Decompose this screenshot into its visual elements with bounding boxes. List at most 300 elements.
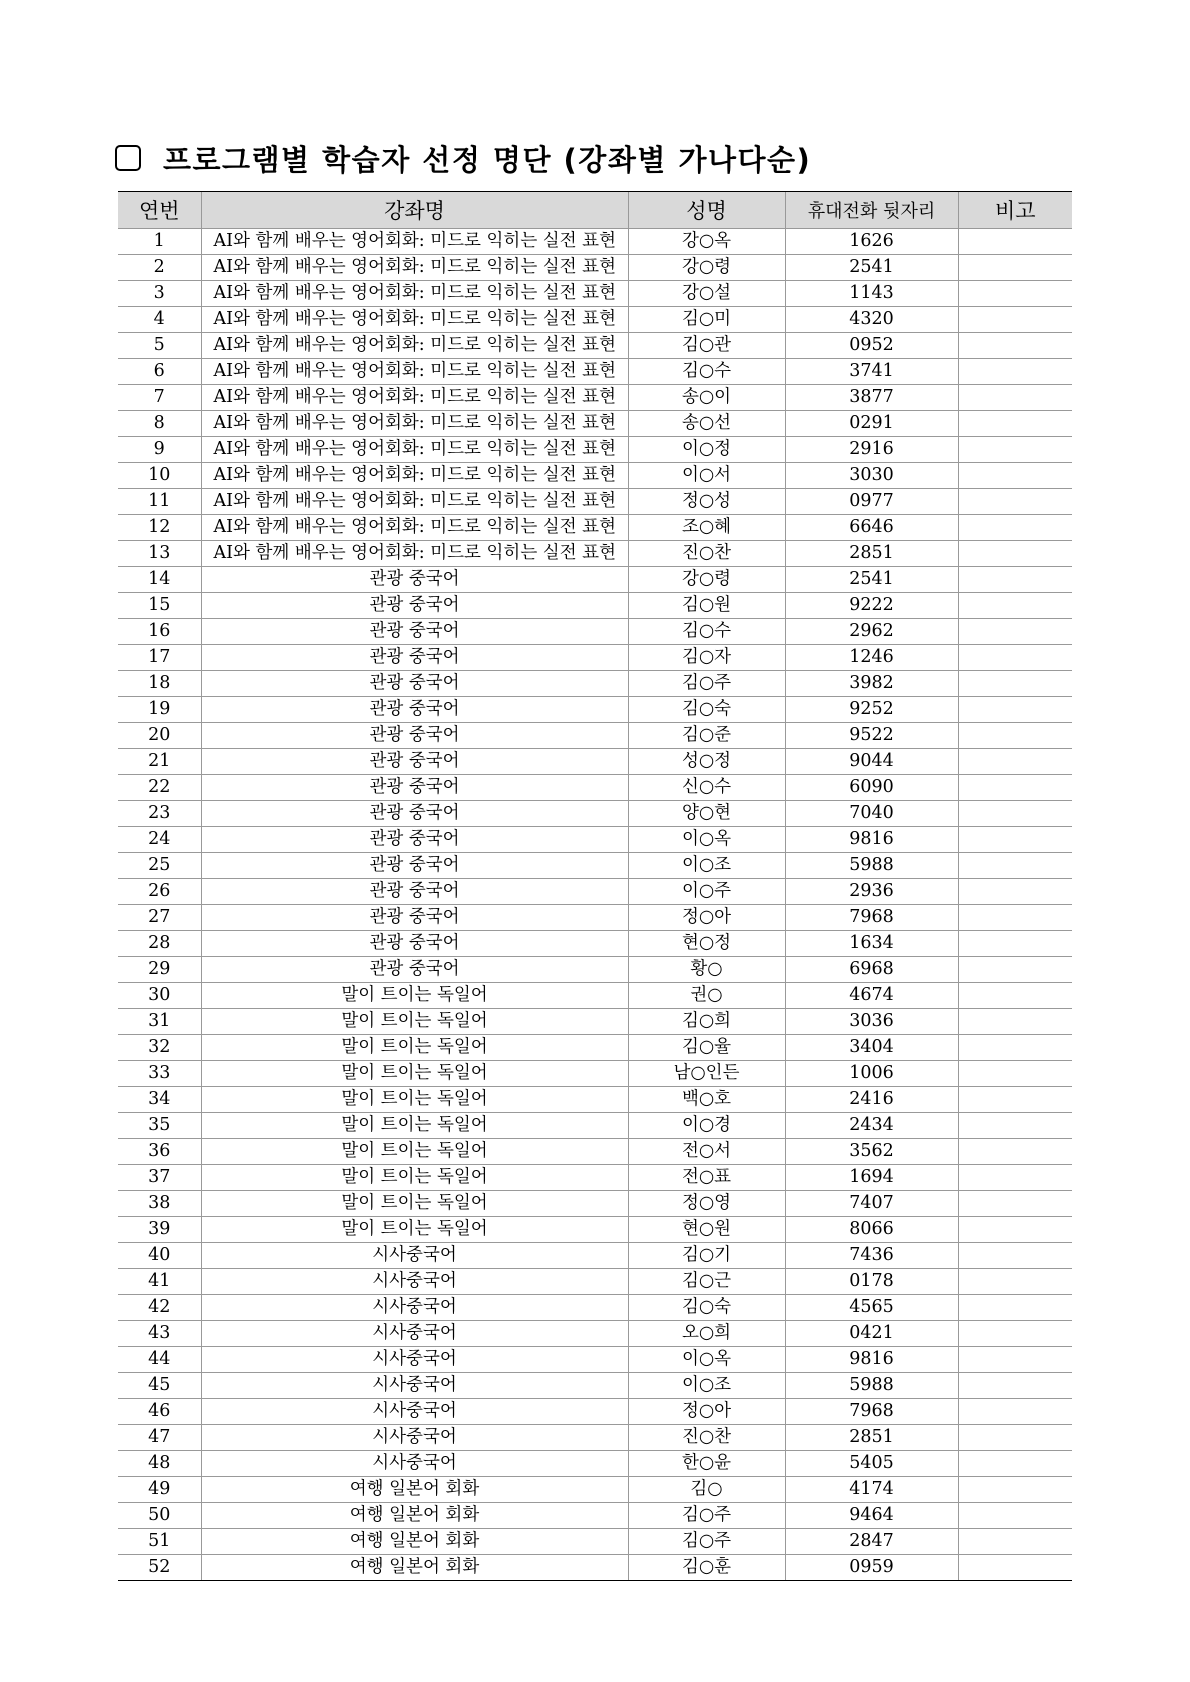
cell-name: 이○서 (628, 463, 785, 489)
cell-name: 이○경 (628, 1113, 785, 1139)
table-header-row (118, 192, 1072, 229)
cell-course: 관광 중국어 (201, 671, 628, 697)
cell-no: 16 (118, 619, 201, 645)
cell-course: 시사중국어 (201, 1243, 628, 1269)
cell-name: 송○이 (628, 385, 785, 411)
cell-name: 진○찬 (628, 541, 785, 567)
cell-phone: 1694 (785, 1165, 958, 1191)
cell-phone: 5405 (785, 1451, 958, 1477)
cell-no: 19 (118, 697, 201, 723)
cell-name: 오○희 (628, 1321, 785, 1347)
cell-note (958, 1061, 1072, 1087)
cell-name: 조○혜 (628, 515, 785, 541)
cell-no: 18 (118, 671, 201, 697)
cell-note (958, 931, 1072, 957)
table-row (118, 1139, 1072, 1165)
cell-note (958, 1399, 1072, 1425)
table-row (118, 1477, 1072, 1503)
cell-name: 김○준 (628, 723, 785, 749)
cell-phone: 2851 (785, 1425, 958, 1451)
table-row (118, 489, 1072, 515)
table-row (118, 1087, 1072, 1113)
cell-note (958, 541, 1072, 567)
cell-course: 말이 트이는 독일어 (201, 1139, 628, 1165)
cell-name: 김○자 (628, 645, 785, 671)
table-row (118, 879, 1072, 905)
cell-note (958, 1165, 1072, 1191)
cell-name: 이○조 (628, 853, 785, 879)
cell-course: AI와 함께 배우는 영어회화: 미드로 익히는 실전 표현 (201, 489, 628, 515)
table-row (118, 1555, 1072, 1581)
cell-course: AI와 함께 배우는 영어회화: 미드로 익히는 실전 표현 (201, 281, 628, 307)
cell-phone: 0952 (785, 333, 958, 359)
table-row (118, 1243, 1072, 1269)
cell-course: 시사중국어 (201, 1295, 628, 1321)
cell-course: AI와 함께 배우는 영어회화: 미드로 익히는 실전 표현 (201, 515, 628, 541)
cell-note (958, 1035, 1072, 1061)
cell-course: 말이 트이는 독일어 (201, 1061, 628, 1087)
cell-no: 25 (118, 853, 201, 879)
cell-note (958, 385, 1072, 411)
cell-course: 관광 중국어 (201, 567, 628, 593)
cell-phone: 1634 (785, 931, 958, 957)
table-row (118, 723, 1072, 749)
cell-note (958, 983, 1072, 1009)
cell-course: AI와 함께 배우는 영어회화: 미드로 익히는 실전 표현 (201, 411, 628, 437)
cell-phone: 1246 (785, 645, 958, 671)
cell-name: 전○표 (628, 1165, 785, 1191)
cell-note (958, 1321, 1072, 1347)
cell-no: 46 (118, 1399, 201, 1425)
table-row (118, 411, 1072, 437)
cell-course: 말이 트이는 독일어 (201, 983, 628, 1009)
cell-name: 김○미 (628, 307, 785, 333)
table-row (118, 645, 1072, 671)
cell-no: 9 (118, 437, 201, 463)
cell-note (958, 723, 1072, 749)
cell-course: 관광 중국어 (201, 645, 628, 671)
cell-no: 22 (118, 775, 201, 801)
table-row (118, 671, 1072, 697)
cell-phone: 1143 (785, 281, 958, 307)
table-row (118, 1165, 1072, 1191)
cell-note (958, 489, 1072, 515)
title-row (115, 137, 811, 179)
table-row (118, 1009, 1072, 1035)
cell-no: 42 (118, 1295, 201, 1321)
column-header-note: 비고 (958, 192, 1072, 229)
cell-note (958, 697, 1072, 723)
table-row (118, 827, 1072, 853)
cell-phone: 2416 (785, 1087, 958, 1113)
cell-phone: 5988 (785, 853, 958, 879)
column-header-name: 성명 (628, 192, 785, 229)
cell-no: 17 (118, 645, 201, 671)
cell-note (958, 359, 1072, 385)
cell-course: 시사중국어 (201, 1451, 628, 1477)
cell-no: 35 (118, 1113, 201, 1139)
cell-name: 권○ (628, 983, 785, 1009)
table-row (118, 1425, 1072, 1451)
cell-course: 관광 중국어 (201, 905, 628, 931)
cell-course: 시사중국어 (201, 1399, 628, 1425)
cell-name: 김○관 (628, 333, 785, 359)
cell-name: 이○주 (628, 879, 785, 905)
cell-phone: 7407 (785, 1191, 958, 1217)
cell-note (958, 411, 1072, 437)
cell-no: 52 (118, 1555, 201, 1581)
cell-course: 관광 중국어 (201, 853, 628, 879)
cell-phone: 3982 (785, 671, 958, 697)
cell-note (958, 1555, 1072, 1581)
cell-no: 31 (118, 1009, 201, 1035)
cell-note (958, 879, 1072, 905)
table-row (118, 749, 1072, 775)
cell-no: 15 (118, 593, 201, 619)
cell-phone: 8066 (785, 1217, 958, 1243)
cell-phone: 3404 (785, 1035, 958, 1061)
cell-note (958, 1243, 1072, 1269)
cell-course: 말이 트이는 독일어 (201, 1217, 628, 1243)
cell-phone: 7968 (785, 1399, 958, 1425)
cell-note (958, 957, 1072, 983)
cell-no: 30 (118, 983, 201, 1009)
cell-course: 여행 일본어 회화 (201, 1529, 628, 1555)
cell-course: 시사중국어 (201, 1321, 628, 1347)
cell-note (958, 229, 1072, 255)
cell-name: 황○ (628, 957, 785, 983)
cell-phone: 2847 (785, 1529, 958, 1555)
cell-phone: 2434 (785, 1113, 958, 1139)
cell-phone: 0291 (785, 411, 958, 437)
cell-note (958, 1217, 1072, 1243)
cell-note (958, 593, 1072, 619)
cell-phone: 9252 (785, 697, 958, 723)
table-row (118, 359, 1072, 385)
cell-course: AI와 함께 배우는 영어회화: 미드로 익히는 실전 표현 (201, 359, 628, 385)
cell-name: 김○주 (628, 1529, 785, 1555)
cell-phone: 9522 (785, 723, 958, 749)
table-row (118, 307, 1072, 333)
table-row (118, 255, 1072, 281)
cell-no: 40 (118, 1243, 201, 1269)
table-row (118, 1321, 1072, 1347)
cell-no: 50 (118, 1503, 201, 1529)
cell-phone: 1006 (785, 1061, 958, 1087)
cell-phone: 2916 (785, 437, 958, 463)
cell-no: 21 (118, 749, 201, 775)
cell-name: 양○현 (628, 801, 785, 827)
cell-no: 39 (118, 1217, 201, 1243)
cell-phone: 9044 (785, 749, 958, 775)
cell-phone: 0178 (785, 1269, 958, 1295)
cell-name: 김○숙 (628, 1295, 785, 1321)
cell-course: 시사중국어 (201, 1347, 628, 1373)
cell-phone: 9222 (785, 593, 958, 619)
table-row (118, 515, 1072, 541)
cell-phone: 0977 (785, 489, 958, 515)
cell-name: 송○선 (628, 411, 785, 437)
cell-course: 말이 트이는 독일어 (201, 1035, 628, 1061)
cell-course: 관광 중국어 (201, 957, 628, 983)
cell-phone: 5988 (785, 1373, 958, 1399)
table-row (118, 801, 1072, 827)
cell-no: 44 (118, 1347, 201, 1373)
cell-note (958, 827, 1072, 853)
cell-name: 진○찬 (628, 1425, 785, 1451)
cell-no: 20 (118, 723, 201, 749)
cell-course: 관광 중국어 (201, 697, 628, 723)
cell-name: 강○령 (628, 567, 785, 593)
cell-name: 전○서 (628, 1139, 785, 1165)
cell-no: 33 (118, 1061, 201, 1087)
cell-note (958, 333, 1072, 359)
cell-phone: 3036 (785, 1009, 958, 1035)
cell-note (958, 619, 1072, 645)
table-row (118, 281, 1072, 307)
cell-no: 4 (118, 307, 201, 333)
cell-name: 김○숙 (628, 697, 785, 723)
cell-name: 정○성 (628, 489, 785, 515)
column-header-phone: 휴대전화 뒷자리 (785, 192, 958, 229)
cell-note (958, 1269, 1072, 1295)
cell-course: 말이 트이는 독일어 (201, 1191, 628, 1217)
cell-course: 관광 중국어 (201, 931, 628, 957)
table-row (118, 1503, 1072, 1529)
cell-note (958, 567, 1072, 593)
cell-note (958, 1373, 1072, 1399)
table-row (118, 567, 1072, 593)
cell-no: 51 (118, 1529, 201, 1555)
cell-name: 남○인든 (628, 1061, 785, 1087)
cell-name: 현○원 (628, 1217, 785, 1243)
table-row (118, 957, 1072, 983)
cell-name: 현○정 (628, 931, 785, 957)
cell-name: 성○정 (628, 749, 785, 775)
cell-note (958, 775, 1072, 801)
cell-no: 6 (118, 359, 201, 385)
table-row (118, 1373, 1072, 1399)
cell-no: 23 (118, 801, 201, 827)
cell-no: 36 (118, 1139, 201, 1165)
table-row (118, 1035, 1072, 1061)
cell-course: AI와 함께 배우는 영어회화: 미드로 익히는 실전 표현 (201, 229, 628, 255)
cell-name: 강○옥 (628, 229, 785, 255)
table-row (118, 385, 1072, 411)
cell-note (958, 1425, 1072, 1451)
cell-course: 말이 트이는 독일어 (201, 1165, 628, 1191)
cell-note (958, 671, 1072, 697)
table-row (118, 1529, 1072, 1555)
cell-phone: 6090 (785, 775, 958, 801)
cell-name: 정○아 (628, 1399, 785, 1425)
cell-name: 김○주 (628, 1503, 785, 1529)
cell-no: 34 (118, 1087, 201, 1113)
cell-no: 38 (118, 1191, 201, 1217)
table-row (118, 853, 1072, 879)
cell-name: 김○기 (628, 1243, 785, 1269)
page-title: 프로그램별 학습자 선정 명단 (강좌별 가나다순) (163, 142, 812, 177)
cell-course: 여행 일본어 회화 (201, 1477, 628, 1503)
cell-note (958, 1451, 1072, 1477)
table-row (118, 775, 1072, 801)
cell-no: 49 (118, 1477, 201, 1503)
table-row (118, 697, 1072, 723)
cell-no: 32 (118, 1035, 201, 1061)
cell-name: 김○훈 (628, 1555, 785, 1581)
cell-course: AI와 함께 배우는 영어회화: 미드로 익히는 실전 표현 (201, 541, 628, 567)
cell-name: 정○아 (628, 905, 785, 931)
table-row (118, 931, 1072, 957)
table-row (118, 1061, 1072, 1087)
cell-note (958, 645, 1072, 671)
cell-note (958, 437, 1072, 463)
cell-phone: 3877 (785, 385, 958, 411)
cell-no: 2 (118, 255, 201, 281)
cell-course: 관광 중국어 (201, 827, 628, 853)
cell-phone: 4674 (785, 983, 958, 1009)
cell-note (958, 853, 1072, 879)
learner-table (118, 191, 1072, 1581)
table-row (118, 619, 1072, 645)
cell-phone: 7436 (785, 1243, 958, 1269)
table-row (118, 1399, 1072, 1425)
cell-no: 7 (118, 385, 201, 411)
table-row (118, 229, 1072, 255)
cell-phone: 3741 (785, 359, 958, 385)
table-body (118, 229, 1072, 1581)
cell-no: 26 (118, 879, 201, 905)
cell-name: 이○조 (628, 1373, 785, 1399)
cell-name: 김○수 (628, 359, 785, 385)
cell-no: 48 (118, 1451, 201, 1477)
cell-note (958, 1139, 1072, 1165)
cell-phone: 4565 (785, 1295, 958, 1321)
cell-phone: 7040 (785, 801, 958, 827)
cell-course: 말이 트이는 독일어 (201, 1087, 628, 1113)
cell-name: 강○령 (628, 255, 785, 281)
cell-course: AI와 함께 배우는 영어회화: 미드로 익히는 실전 표현 (201, 463, 628, 489)
cell-no: 5 (118, 333, 201, 359)
cell-phone: 9464 (785, 1503, 958, 1529)
cell-course: 관광 중국어 (201, 775, 628, 801)
cell-no: 29 (118, 957, 201, 983)
cell-no: 41 (118, 1269, 201, 1295)
table-row (118, 437, 1072, 463)
cell-course: AI와 함께 배우는 영어회화: 미드로 익히는 실전 표현 (201, 437, 628, 463)
cell-note (958, 515, 1072, 541)
checkbox-icon (115, 145, 141, 171)
cell-phone: 9816 (785, 1347, 958, 1373)
cell-no: 47 (118, 1425, 201, 1451)
cell-note (958, 463, 1072, 489)
cell-no: 13 (118, 541, 201, 567)
cell-phone: 2541 (785, 567, 958, 593)
table-row (118, 541, 1072, 567)
cell-course: 관광 중국어 (201, 801, 628, 827)
cell-name: 김○주 (628, 671, 785, 697)
cell-name: 김○근 (628, 1269, 785, 1295)
cell-no: 1 (118, 229, 201, 255)
cell-name: 김○원 (628, 593, 785, 619)
cell-note (958, 1295, 1072, 1321)
cell-note (958, 1347, 1072, 1373)
cell-name: 김○율 (628, 1035, 785, 1061)
cell-course: 시사중국어 (201, 1269, 628, 1295)
cell-course: AI와 함께 배우는 영어회화: 미드로 익히는 실전 표현 (201, 307, 628, 333)
cell-no: 8 (118, 411, 201, 437)
cell-phone: 3030 (785, 463, 958, 489)
cell-note (958, 1087, 1072, 1113)
cell-no: 3 (118, 281, 201, 307)
cell-no: 43 (118, 1321, 201, 1347)
cell-course: 말이 트이는 독일어 (201, 1009, 628, 1035)
cell-phone: 2541 (785, 255, 958, 281)
table-row (118, 905, 1072, 931)
cell-course: 시사중국어 (201, 1373, 628, 1399)
cell-course: 여행 일본어 회화 (201, 1503, 628, 1529)
cell-phone: 0421 (785, 1321, 958, 1347)
cell-name: 한○윤 (628, 1451, 785, 1477)
cell-name: 이○정 (628, 437, 785, 463)
cell-no: 27 (118, 905, 201, 931)
cell-phone: 9816 (785, 827, 958, 853)
cell-course: AI와 함께 배우는 영어회화: 미드로 익히는 실전 표현 (201, 385, 628, 411)
table-row (118, 333, 1072, 359)
cell-phone: 6968 (785, 957, 958, 983)
cell-name: 김○수 (628, 619, 785, 645)
cell-course: 관광 중국어 (201, 619, 628, 645)
cell-course: AI와 함께 배우는 영어회화: 미드로 익히는 실전 표현 (201, 333, 628, 359)
cell-phone: 2962 (785, 619, 958, 645)
column-header-course: 강좌명 (201, 192, 628, 229)
cell-note (958, 1529, 1072, 1555)
table-row (118, 1217, 1072, 1243)
cell-course: 시사중국어 (201, 1425, 628, 1451)
cell-note (958, 749, 1072, 775)
cell-phone: 2851 (785, 541, 958, 567)
table-row (118, 1113, 1072, 1139)
cell-phone: 1626 (785, 229, 958, 255)
table-row (118, 1347, 1072, 1373)
table-row (118, 593, 1072, 619)
table-row (118, 463, 1072, 489)
cell-no: 24 (118, 827, 201, 853)
cell-name: 이○옥 (628, 1347, 785, 1373)
cell-note (958, 1009, 1072, 1035)
table-row (118, 1191, 1072, 1217)
cell-name: 김○ (628, 1477, 785, 1503)
cell-course: 여행 일본어 회화 (201, 1555, 628, 1581)
cell-note (958, 307, 1072, 333)
table-row (118, 1269, 1072, 1295)
cell-note (958, 801, 1072, 827)
cell-phone: 0959 (785, 1555, 958, 1581)
cell-no: 45 (118, 1373, 201, 1399)
cell-phone: 6646 (785, 515, 958, 541)
cell-note (958, 1113, 1072, 1139)
column-header-no: 연번 (118, 192, 201, 229)
cell-course: AI와 함께 배우는 영어회화: 미드로 익히는 실전 표현 (201, 255, 628, 281)
cell-name: 김○희 (628, 1009, 785, 1035)
cell-no: 37 (118, 1165, 201, 1191)
cell-phone: 2936 (785, 879, 958, 905)
table-row (118, 983, 1072, 1009)
table-row (118, 1451, 1072, 1477)
cell-name: 강○설 (628, 281, 785, 307)
cell-name: 백○호 (628, 1087, 785, 1113)
cell-course: 관광 중국어 (201, 879, 628, 905)
